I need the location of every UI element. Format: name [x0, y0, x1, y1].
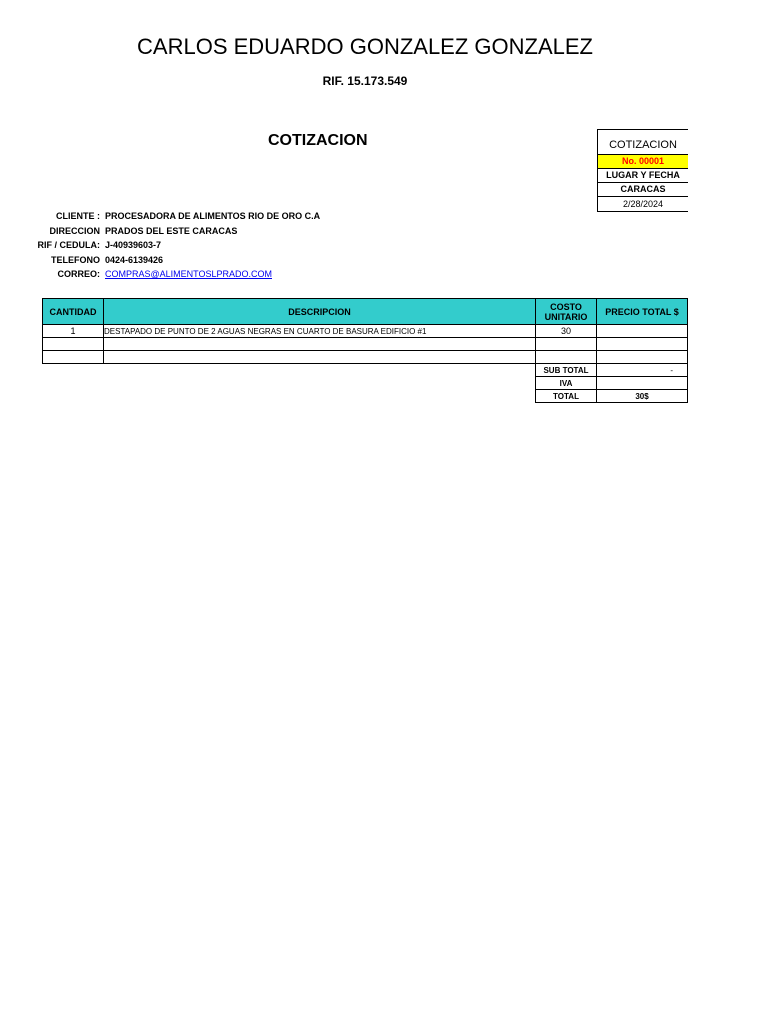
- quote-info-box: [597, 129, 688, 212]
- quote-number: No. 00001: [598, 154, 688, 168]
- cell-description: [104, 351, 536, 364]
- total-label: TOTAL: [536, 390, 597, 403]
- document-title: COTIZACION: [268, 132, 368, 149]
- table-header-row: [43, 299, 688, 325]
- place-date-label: LUGAR Y FECHA: [598, 168, 688, 182]
- subtotal-value: -: [597, 364, 688, 377]
- cell-description: DESTAPADO DE PUNTO DE 2 AGUAS NEGRAS EN CUARTO DE BASURA EDIFICIO #1: [104, 325, 536, 338]
- email-link[interactable]: COMPRAS@ALIMENTOSLPRADO.COM: [105, 269, 272, 279]
- client-label: CLIENTE :: [56, 211, 100, 221]
- client-row: [0, 211, 321, 225]
- cell-unit-cost: 30: [536, 325, 597, 338]
- iva-label: IVA: [536, 377, 597, 390]
- address-label: DIRECCION: [49, 226, 100, 236]
- rif-label: RIF / CEDULA:: [37, 240, 100, 250]
- table-row: [43, 325, 688, 338]
- iva-value: [597, 377, 688, 390]
- phone-value: 0424-6139426: [105, 255, 164, 265]
- items-table: [42, 298, 688, 364]
- cell-quantity: [43, 338, 104, 351]
- header-cantidad: CANTIDAD: [43, 299, 104, 325]
- table-row: [43, 338, 688, 351]
- cell-total-price: [597, 338, 688, 351]
- header-precio-total: PRECIO TOTAL $: [597, 299, 688, 325]
- cell-total-price: [597, 325, 688, 338]
- header-costo-unitario: COSTO UNITARIO: [536, 299, 597, 325]
- email-label: CORREO:: [57, 269, 100, 279]
- subtotal-row: [536, 364, 688, 377]
- email-row: [0, 269, 272, 283]
- totals-table: [535, 363, 688, 403]
- phone-label: TELEFONO: [51, 255, 100, 265]
- total-value: 30$: [597, 390, 688, 403]
- cell-unit-cost: [536, 351, 597, 364]
- iva-row: [536, 377, 688, 390]
- header-descripcion: DESCRIPCION: [104, 299, 536, 325]
- address-value: PRADOS DEL ESTE CARACAS: [105, 226, 238, 236]
- rif-value: J-40939603-7: [105, 240, 162, 250]
- cell-description: [104, 338, 536, 351]
- company-rif: RIF. 15.173.549: [322, 74, 408, 88]
- cell-unit-cost: [536, 338, 597, 351]
- client-value: PROCESADORA DE ALIMENTOS RIO DE ORO C.A: [105, 211, 321, 221]
- address-row: [0, 226, 238, 240]
- quote-box-title: COTIZACION: [609, 139, 677, 151]
- cell-quantity: [43, 351, 104, 364]
- table-row: [43, 351, 688, 364]
- total-row: [536, 390, 688, 403]
- subtotal-label: SUB TOTAL: [536, 364, 597, 377]
- cell-total-price: [597, 351, 688, 364]
- cell-quantity: 1: [43, 325, 104, 338]
- rif-row: [0, 240, 162, 254]
- phone-row: [0, 255, 164, 269]
- company-name: CARLOS EDUARDO GONZALEZ GONZALEZ: [137, 34, 593, 59]
- quote-date: 2/28/2024: [598, 196, 688, 211]
- quote-place: CARACAS: [598, 182, 688, 196]
